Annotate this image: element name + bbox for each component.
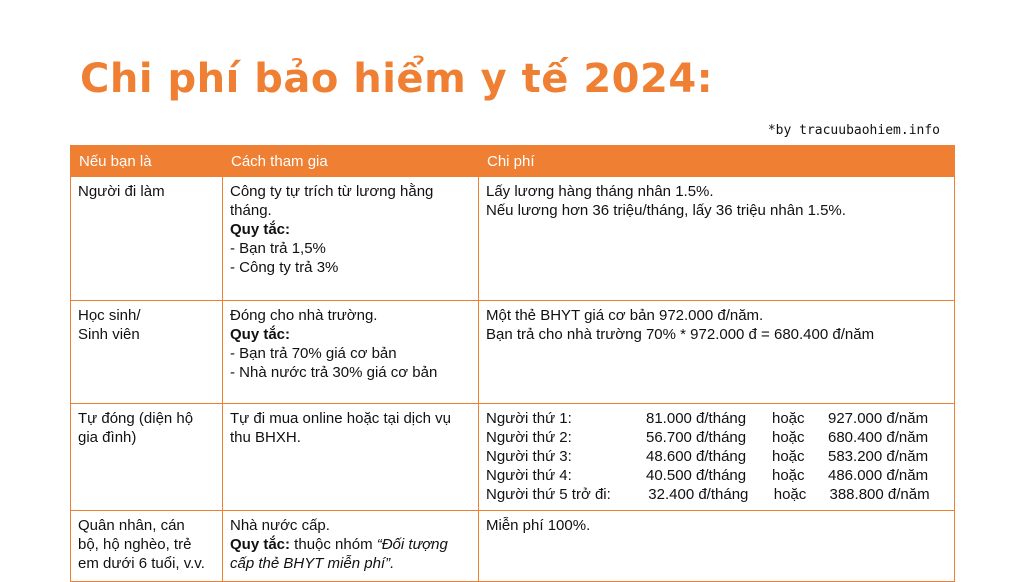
cell-cost [479, 177, 955, 301]
cost-tier-row [486, 447, 947, 466]
who-line: bộ, hộ nghèo, trẻ [78, 536, 192, 553]
who-line: Tự đóng (diện hộ [78, 410, 194, 427]
cell-how [223, 301, 479, 404]
who-line: Học sinh/ [78, 307, 141, 324]
cell-who [71, 404, 223, 511]
cost-tier-row [486, 428, 947, 447]
header-how: Cách tham gia [223, 146, 479, 177]
how-line: thu BHXH. [230, 429, 301, 446]
tier-or: hoặc [773, 486, 807, 503]
how-line: Tự đi mua online hoặc tại dịch vụ [230, 410, 451, 427]
table-row [71, 177, 955, 301]
rule-line: - Bạn trả 1,5% [230, 240, 326, 257]
rule-sentence [230, 535, 471, 554]
tier-monthly: 48.600 đ/tháng [646, 448, 747, 465]
cell-who [71, 511, 223, 582]
rule-italic: cấp thẻ BHYT miễn phí”. [230, 555, 395, 572]
header-cost: Chi phí [479, 146, 955, 177]
tier-monthly: 56.700 đ/tháng [646, 429, 747, 446]
tier-or: hoặc [772, 467, 805, 484]
tier-yearly: 388.800 đ/năm [829, 486, 930, 503]
cell-cost [479, 511, 955, 582]
cell-how [223, 404, 479, 511]
cost-tier-row [486, 466, 947, 485]
cell-who [71, 301, 223, 404]
source-credit: *by tracuubaohiem.info [767, 123, 940, 138]
who-line: Sinh viên [78, 326, 140, 343]
page-title: Chi phí bảo hiểm y tế 2024: [80, 56, 714, 102]
cell-how [223, 511, 479, 582]
cell-who [71, 177, 223, 301]
cost-line: Một thẻ BHYT giá cơ bản 972.000 đ/năm. [486, 307, 764, 324]
rule-line: - Công ty trả 3% [230, 259, 339, 276]
how-line: Nhà nước cấp. [230, 517, 330, 534]
cost-line: Bạn trả cho nhà trường 70% * 972.000 đ = 680.400 đ/năm [486, 326, 875, 343]
tier-yearly: 927.000 đ/năm [828, 410, 929, 427]
tier-or: hoặc [772, 448, 805, 465]
cost-line: Nếu lương hơn 36 triệu/tháng, lấy 36 triệu nhân 1.5%. [486, 202, 846, 219]
insurance-cost-table [70, 145, 955, 582]
rule-label: Quy tắc: [230, 326, 291, 343]
tier-monthly: 40.500 đ/tháng [646, 467, 747, 484]
who-line: gia đình) [78, 429, 137, 446]
rule-line: - Nhà nước trả 30% giá cơ bản [230, 364, 438, 381]
rule-line: - Bạn trả 70% giá cơ bản [230, 345, 397, 362]
table-header-row [71, 146, 955, 177]
table-row [71, 301, 955, 404]
tier-person: Người thứ 1: [486, 410, 572, 427]
cost-line: Miễn phí 100%. [486, 517, 591, 534]
who-line: Quân nhân, cán [78, 517, 185, 534]
tier-yearly: 486.000 đ/năm [828, 467, 929, 484]
rule-label: Quy tắc: [230, 221, 291, 238]
tier-monthly: 32.400 đ/tháng [648, 486, 749, 503]
how-line: Công ty tự trích từ lương hằng tháng. [230, 183, 434, 219]
cost-tier-row [486, 485, 947, 504]
table-row [71, 511, 955, 582]
who-line: em dưới 6 tuổi, v.v. [78, 555, 205, 572]
tier-person: Người thứ 4: [486, 467, 572, 484]
who-line: Người đi làm [78, 183, 165, 200]
rule-text: thuộc nhóm [290, 536, 377, 553]
tier-monthly: 81.000 đ/tháng [646, 410, 747, 427]
table-row [71, 404, 955, 511]
tier-person: Người thứ 2: [486, 429, 572, 446]
tier-yearly: 583.200 đ/năm [828, 448, 929, 465]
tier-person: Người thứ 5 trở đi: [486, 486, 611, 503]
cell-cost [479, 301, 955, 404]
rule-label: Quy tắc: [230, 536, 291, 553]
cell-cost [479, 404, 955, 511]
tier-or: hoặc [772, 429, 805, 446]
how-line: Đóng cho nhà trường. [230, 307, 378, 324]
header-who: Nếu bạn là [71, 146, 223, 177]
tier-person: Người thứ 3: [486, 448, 572, 465]
tier-or: hoặc [772, 410, 805, 427]
cost-tier-row [486, 409, 947, 428]
rule-italic: “Đối tượng [376, 536, 448, 553]
cost-line: Lấy lương hàng tháng nhân 1.5%. [486, 183, 714, 200]
cell-how [223, 177, 479, 301]
tier-yearly: 680.400 đ/năm [828, 429, 929, 446]
